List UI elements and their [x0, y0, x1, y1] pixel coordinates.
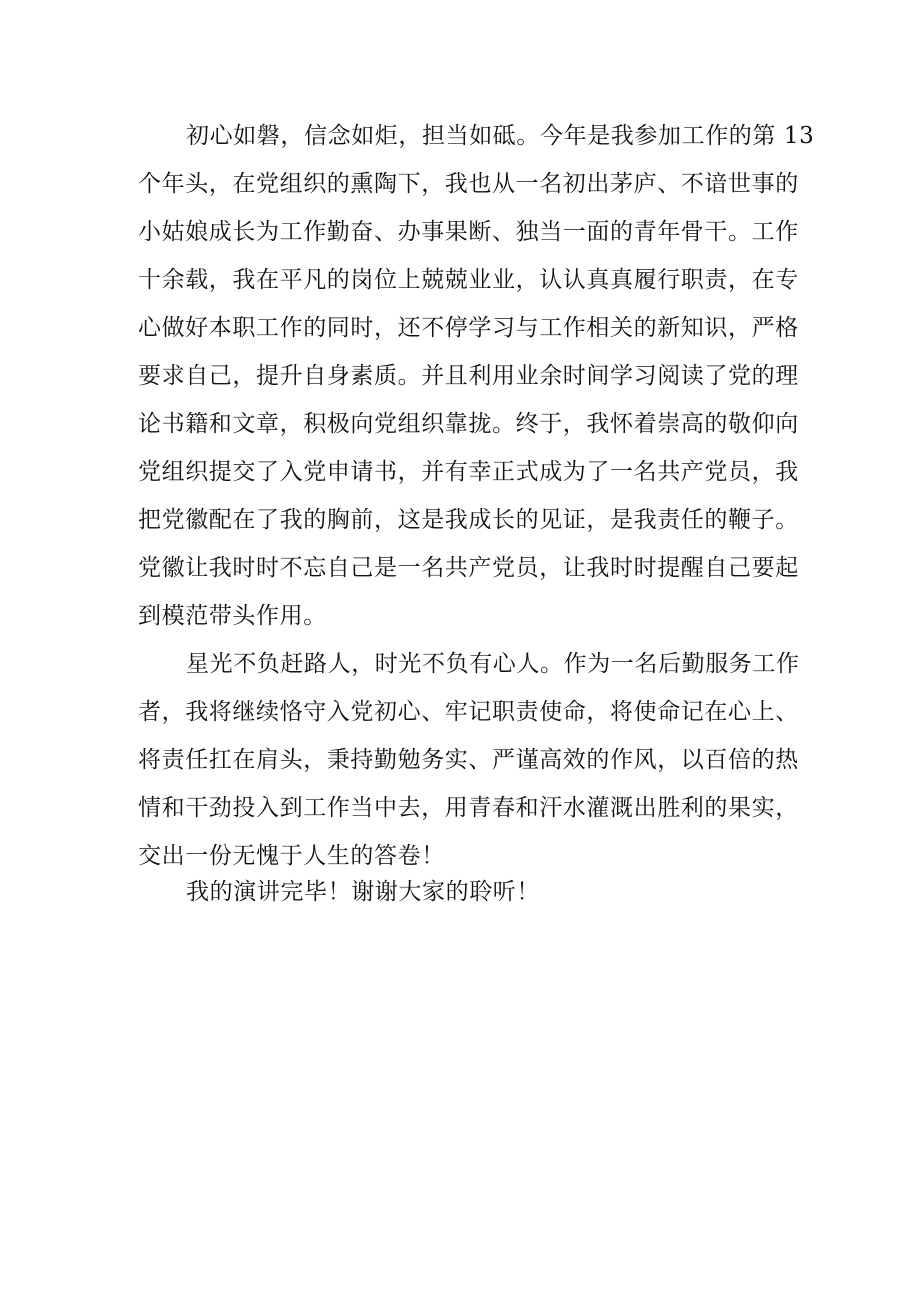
- paragraph-2-line-3: 将责任扛在肩头，秉持勤勉务实、严谨高效的作风，以百倍的热: [138, 747, 799, 773]
- paragraph-2-line-4: 情和干劲投入到工作当中去，用青春和汗水灌溉出胜利的果实，: [138, 795, 799, 821]
- paragraph-1-line-11: 到模范带头作用。: [138, 603, 327, 629]
- paragraph-3-line-1: 我的演讲完毕！谢谢大家的聆听！: [186, 879, 540, 905]
- paragraph-1-line-3: 小姑娘成长为工作勤奋、办事果断、独当一面的青年骨干。工作: [138, 219, 799, 245]
- paragraph-2-line-5: 交出一份无愧于人生的答卷！: [138, 843, 445, 869]
- paragraph-1-line-2: 个年头，在党组织的熏陶下，我也从一名初出茅庐、不谙世事的: [138, 171, 799, 197]
- paragraph-2-line-2: 者，我将继续恪守入党初心、牢记职责使命，将使命记在心上、: [138, 699, 799, 725]
- paragraph-2-line-1: 星光不负赶路人，时光不负有心人。作为一名后勤服务工作: [186, 651, 800, 677]
- paragraph-1-line-7: 论书籍和文章，积极向党组织靠拢。终于，我怀着崇高的敬仰向: [138, 411, 799, 437]
- paragraph-1-line-10: 党徽让我时时不忘自己是一名共产党员，让我时时提醒自己要起: [138, 555, 799, 581]
- paragraph-1-line-8: 党组织提交了入党申请书，并有幸正式成为了一名共产党员，我: [138, 459, 799, 485]
- paragraph-1-line-5: 心做好本职工作的同时，还不停学习与工作相关的新知识，严格: [138, 315, 799, 341]
- paragraph-1-line-6: 要求自己，提升自身素质。并且利用业余时间学习阅读了党的理: [138, 363, 799, 389]
- paragraph-1-line-4: 十余载，我在平凡的岗位上兢兢业业，认认真真履行职责，在专: [138, 267, 799, 293]
- paragraph-1-line-1: 初心如磐，信念如炬，担当如砥。今年是我参加工作的第 13: [186, 123, 815, 149]
- paragraph-1-line-9: 把党徽配在了我的胸前，这是我成长的见证，是我责任的鞭子。: [138, 507, 799, 533]
